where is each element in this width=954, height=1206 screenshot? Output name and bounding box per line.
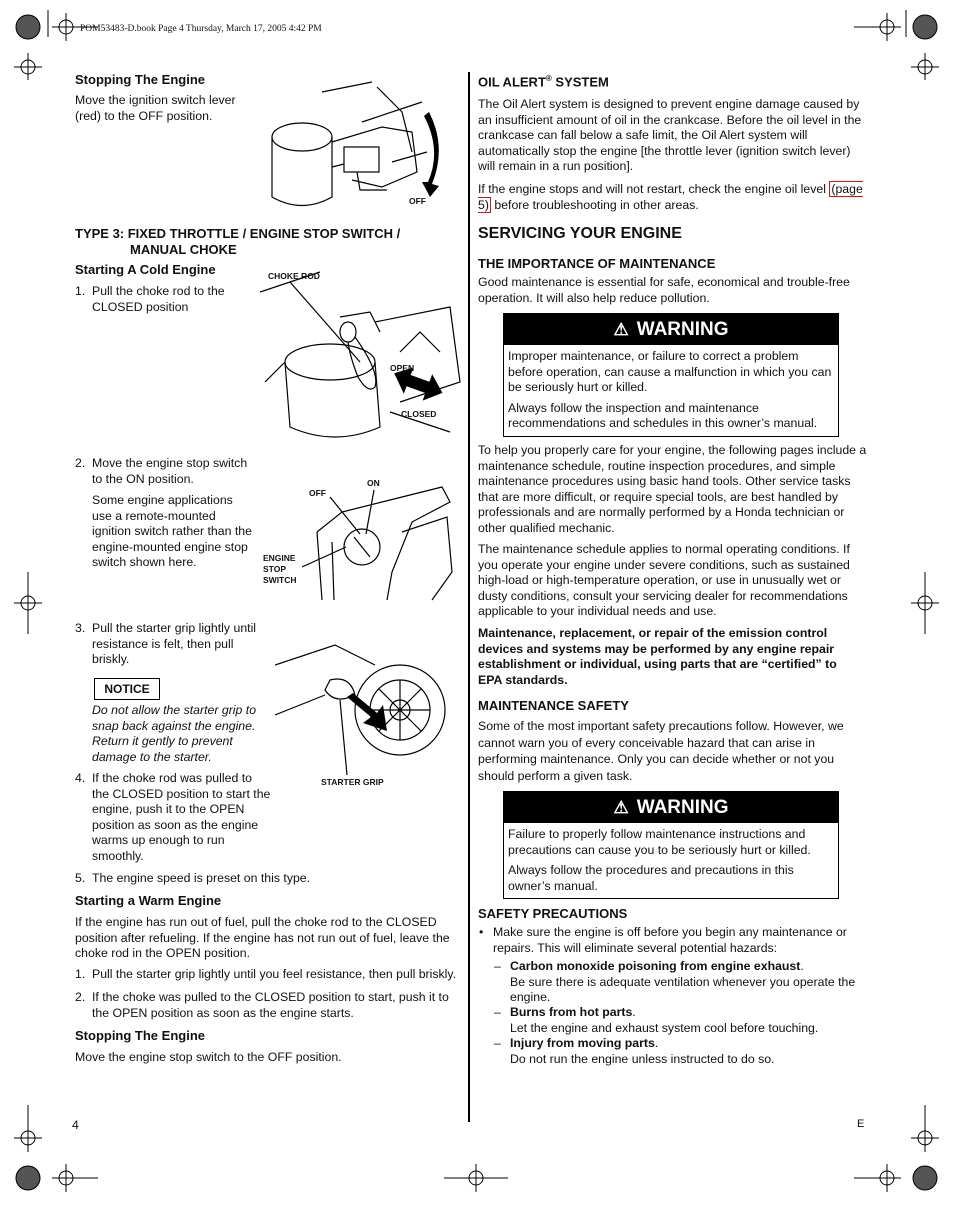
warning1-text-2: Always follow the inspection and maintenance recommendations and schedules in this owner’s manual. — [508, 400, 818, 430]
warm-step2-text: If the choke was pulled to the CLOSED position to start, push it to the OPEN position as soon as the engine starts. — [92, 990, 449, 1020]
oil-alert-heading — [478, 74, 609, 89]
maintenance-safety-text: Some of the most important safety precautions follow. However, we cannot warn you of every conceivable hazard that can arise in performing maintenance. Only you can decide whether or not you should perform a given task. — [478, 719, 844, 783]
off-label: OFF — [409, 196, 426, 206]
cold-step5-text: The engine speed is preset on this type. — [92, 871, 311, 885]
hazard-co-text: Be sure there is adequate ventilation whenever you operate the engine. — [510, 974, 856, 1004]
oil-alert-title-part1: OIL ALERT — [478, 74, 546, 90]
warning-triangle-icon: ⚠ — [613, 797, 629, 817]
engine-stop-switch-label-line2: STOP — [263, 564, 286, 574]
hazard-item-co: Carbon monoxide poisoning from engine exhaust. Be sure there is adequate ventilation whenever you operate the engine. — [510, 959, 856, 1004]
hazard-burns-text: Let the engine and exhaust system cool before touching. — [510, 1020, 819, 1035]
safety-precautions-heading: SAFETY PRECAUTIONS — [478, 906, 628, 921]
warning-triangle-icon: ⚠ — [613, 319, 629, 339]
cold-step4-text: If the choke rod was pulled to the CLOSED position to start the engine, push it to the OPEN position as soon as the engine warms up enough to run smoothly. — [92, 771, 271, 863]
starting-warm-heading: Starting a Warm Engine — [75, 893, 222, 908]
warm-step-number-1: 1. — [75, 967, 86, 981]
stopping-engine-heading-2: Stopping The Engine — [75, 1028, 205, 1043]
hazard-item-moving: Injury from moving parts. Do not run the engine unless instructed to do so. — [510, 1036, 775, 1066]
oil-check-text-b: before troubleshooting in other areas. — [494, 197, 699, 212]
starter-grip-label: STARTER GRIP — [321, 777, 384, 787]
notice-label: NOTICE — [94, 678, 160, 700]
page-5-link[interactable]: (page 5) — [478, 182, 863, 212]
warning-label-2: WARNING — [636, 796, 729, 818]
language-code: E — [857, 1118, 865, 1130]
step-number-4: 4. — [75, 771, 86, 785]
starter-grip-figure — [275, 625, 460, 775]
choke-rod-label: CHOKE ROD — [268, 271, 320, 281]
engine-stop-switch-label-line3: SWITCH — [263, 575, 297, 585]
step-number-5: 5. — [75, 871, 86, 885]
oil-alert-title-part2: SYSTEM — [551, 74, 609, 90]
hazard-co-title: Carbon monoxide poisoning from engine exhaust — [510, 959, 801, 973]
cold-step2-text: Move the engine stop switch to the ON position. — [92, 456, 248, 486]
cold-step1-text: Pull the choke rod to the CLOSED position — [92, 284, 225, 314]
warning-box-maintenance — [503, 313, 839, 437]
file-info-header: POM53483-D.book Page 4 Thursday, March 17, 2005 4:42 PM — [80, 24, 322, 34]
care-text: To help you properly care for your engine, the following pages include a maintenance schedule, routine inspection procedures, and simple maintenance procedures using basic hand tools. Other service tasks that are more difficult, or require special tools, are best handled by professionals and are normally performed by a Honda technician or other qualified mechanic. — [478, 443, 867, 535]
schedule-text: The maintenance schedule applies to normal operating conditions. If you operate your engine under severe conditions, such as sustained high-load or high-temperature operation, or use in unusually wet or dusty conditions, consult your servicing dealer for recommendations applicable to your individual needs and use. — [478, 542, 850, 618]
engine-stop-switch-label — [263, 553, 297, 586]
stopping-engine-text: Move the ignition switch lever (red) to the OFF position. — [75, 93, 236, 123]
warm-step1-text: Pull the starter grip lightly until you feel resistance, then pull briskly. — [92, 967, 457, 981]
dash-3: – — [494, 1036, 501, 1050]
hazard-item-burns: Burns from hot parts. Let the engine and exhaust system cool before touching. — [510, 1005, 819, 1035]
closed-label: CLOSED — [401, 409, 437, 419]
warning-box-safety — [503, 791, 839, 899]
cold-step3-text: Pull the starter grip lightly until resistance is felt, then pull briskly. — [92, 621, 257, 666]
stopping-engine-text-2: Move the engine stop switch to the OFF position. — [75, 1050, 342, 1064]
hazard-burns-title: Burns from hot parts — [510, 1005, 633, 1019]
cold-step2-note: Some engine applications use a remote-mounted ignition switch rather than the engine-mounted engine stop switch shown here. — [92, 493, 252, 569]
warm-step-number-2: 2. — [75, 990, 86, 1004]
maintenance-safety-heading: MAINTENANCE SAFETY — [478, 698, 629, 713]
servicing-heading: SERVICING YOUR ENGINE — [478, 225, 682, 242]
importance-text: Good maintenance is essential for safe, economical and trouble-free operation. It will also help reduce pollution. — [478, 275, 850, 305]
oil-check-text-a: If the engine stops and will not restart, check the engine oil level — [478, 182, 826, 196]
ignition-switch-figure — [262, 72, 462, 222]
stopping-engine-heading: Stopping The Engine — [75, 72, 205, 87]
choke-rod-figure — [260, 262, 465, 452]
page-number: 4 — [72, 1118, 79, 1132]
warning-header-2 — [504, 792, 838, 823]
notice-text: Do not allow the starter grip to snap back against the engine. Return it gently to prevent damage to the starter. — [92, 703, 257, 764]
oil-alert-text: The Oil Alert system is designed to prevent engine damage caused by an insufficient amount of oil in the crankcase. Before the oil level in the crankcase can fall below a safe limit, the Oil Alert system will automatically stop the engine [the throttle lever (ignition switch lever) will remain in a run position]. — [478, 97, 862, 173]
switch-on-label: ON — [367, 478, 380, 488]
emission-text: Maintenance, replacement, or repair of the emission control devices and systems may be performed by any engine repair establishment or individual, using parts that are “certified” to EPA standards. — [478, 626, 837, 687]
warning-header — [504, 314, 838, 345]
oil-alert-check-text — [478, 182, 868, 213]
type3-heading-line2: MANUAL CHOKE — [130, 242, 237, 257]
warning2-text-1: Failure to properly follow maintenance instructions and precautions can cause you to be seriously hurt or killed. — [508, 827, 811, 857]
starting-cold-heading: Starting A Cold Engine — [75, 262, 216, 277]
engine-stop-switch-label-line1: ENGINE — [263, 553, 296, 563]
step-number-3: 3. — [75, 621, 86, 635]
dash-2: – — [494, 1005, 501, 1019]
warm-intro-text: If the engine has run out of fuel, pull the choke rod to the CLOSED position after refueling. If the engine has not run out of fuel, leave the choke rod in the OPEN position. — [75, 915, 450, 960]
switch-off-label: OFF — [309, 488, 326, 498]
warning2-text-2: Always follow the procedures and precautions in this owner’s manual. — [508, 863, 794, 893]
type3-heading-line1: TYPE 3: FIXED THROTTLE / ENGINE STOP SWITCH / — [75, 226, 401, 241]
warning-label: WARNING — [636, 318, 729, 340]
importance-heading: THE IMPORTANCE OF MAINTENANCE — [478, 256, 716, 271]
bullet-dot: • — [479, 925, 484, 939]
hazard-moving-text: Do not run the engine unless instructed to do so. — [510, 1051, 775, 1066]
precaution-bullet-text: Make sure the engine is off before you begin any maintenance or repairs. This will eliminate several potential hazards: — [493, 925, 847, 955]
step-number-2: 2. — [75, 456, 86, 470]
column-divider — [468, 72, 470, 1122]
open-label: OPEN — [390, 363, 415, 373]
warning1-text-1: Improper maintenance, or failure to correct a problem before operation, can cause a malfunction in which you can be seriously hurt or killed. — [508, 349, 832, 394]
warning-body — [504, 345, 838, 436]
hazard-moving-title: Injury from moving parts — [510, 1036, 655, 1050]
warning-body-2 — [504, 823, 838, 898]
step-number-1: 1. — [75, 284, 86, 298]
dash-1: – — [494, 959, 501, 973]
registered-mark: ® — [545, 74, 552, 83]
